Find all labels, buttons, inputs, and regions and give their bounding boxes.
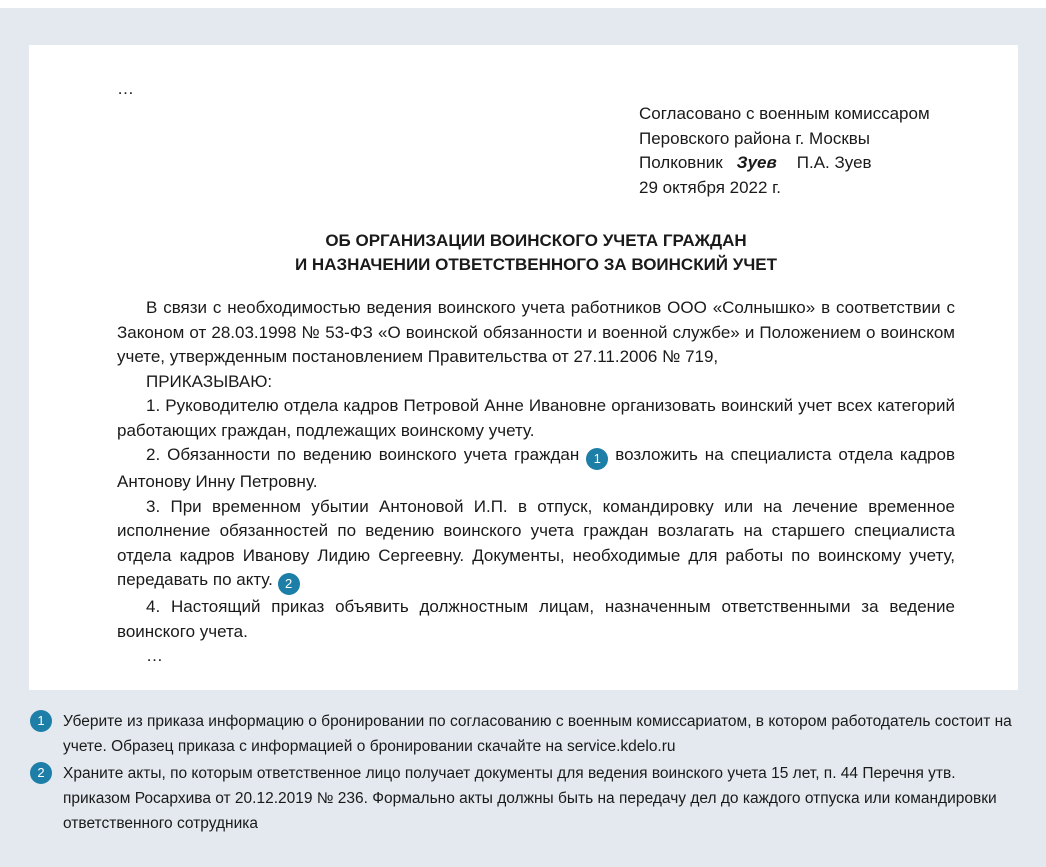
top-ellipsis: … [117, 79, 134, 98]
approval-line-2: Перовского района г. Москвы [639, 128, 871, 148]
order-item-2 [117, 443, 955, 495]
item3-text: 3. При временном убытии Антоновой И.П. в отпуск, командировку или на лечение временное исполнение обязанностей по ведению воинского учета граждан возлагать на старшего специалиста отдела кадров Иванову Лидию Сергеевну. Документы, необходимые для работы по воинскому учету, передавать по акту. [117, 496, 955, 589]
handwritten-signature: Зуев [736, 153, 777, 172]
footnote-1 [30, 709, 1020, 759]
item2-text-before: 2. Обязанности по ведению воинского учета граждан [146, 445, 580, 464]
approval-line-1: Согласовано с военным комиссаром [639, 104, 930, 123]
approval-signature-line [639, 151, 959, 176]
approval-name: П.А. Зуев [796, 153, 872, 172]
footnote-badge-1: 1 [586, 448, 608, 470]
approval-rank: Полковник [639, 153, 723, 172]
document-sheet [29, 45, 1018, 690]
footnote-1-badge: 1 [30, 710, 52, 732]
intro-paragraph: В связи с необходимостью ведения воинского учета работников ООО «Солнышко» в соответствии с Законом от 28.03.1998 № 53-ФЗ «О воинской обязанности и военной службе» и Положением о воинском учете, утвержденным постановлением Правительства от 27.11.2006 № 719, [117, 298, 955, 366]
footnote-2 [30, 761, 1020, 836]
order-text [117, 296, 955, 669]
document-title [117, 229, 955, 277]
approval-date: 29 октября 2022 г. [639, 177, 782, 197]
approval-block [639, 102, 959, 200]
bottom-ellipsis: … [146, 646, 163, 665]
document-body [117, 77, 955, 665]
footnote-badge-2: 2 [278, 573, 300, 595]
order-word: ПРИКАЗЫВАЮ: [146, 371, 273, 391]
order-item-3 [117, 495, 955, 596]
item2-text-after: возложить на специалиста отдела кадров Антонову Инну Петровну. [117, 445, 955, 491]
order-item-4: 4. Настоящий приказ объявить должностным лицам, назначенным ответственными за ведение воинского учета. [117, 597, 955, 641]
order-item-1: 1. Руководителю отдела кадров Петровой Анне Ивановне организовать воинский учет всех категорий работающих граждан, подлежащих воинскому учету. [117, 396, 955, 440]
title-line-2: И НАЗНАЧЕНИИ ОТВЕТСТВЕННОГО ЗА ВОИНСКИЙ УЧЕТ [294, 255, 777, 274]
footnote-2-badge: 2 [30, 762, 52, 784]
footnote-2-text: Храните акты, по которым ответственное лицо получает документы для ведения воинского учета 15 лет, п. 44 Перечня утв. приказом Росархива от 20.12.2019 № 236. Формально акты должны быть на передачу дел до каждого отпуска или командировки ответственного сотрудника [63, 765, 997, 832]
footnotes [30, 709, 1020, 838]
title-line-1: ОБ ОРГАНИЗАЦИИ ВОИНСКОГО УЧЕТА ГРАЖДАН [325, 231, 747, 250]
footnote-1-text: Уберите из приказа информацию о бронировании по согласованию с военным комиссариатом, в котором работодатель состоит на учете. Образец приказа с информацией о бронировании скачайте на service.kdelo.ru [63, 713, 1012, 755]
